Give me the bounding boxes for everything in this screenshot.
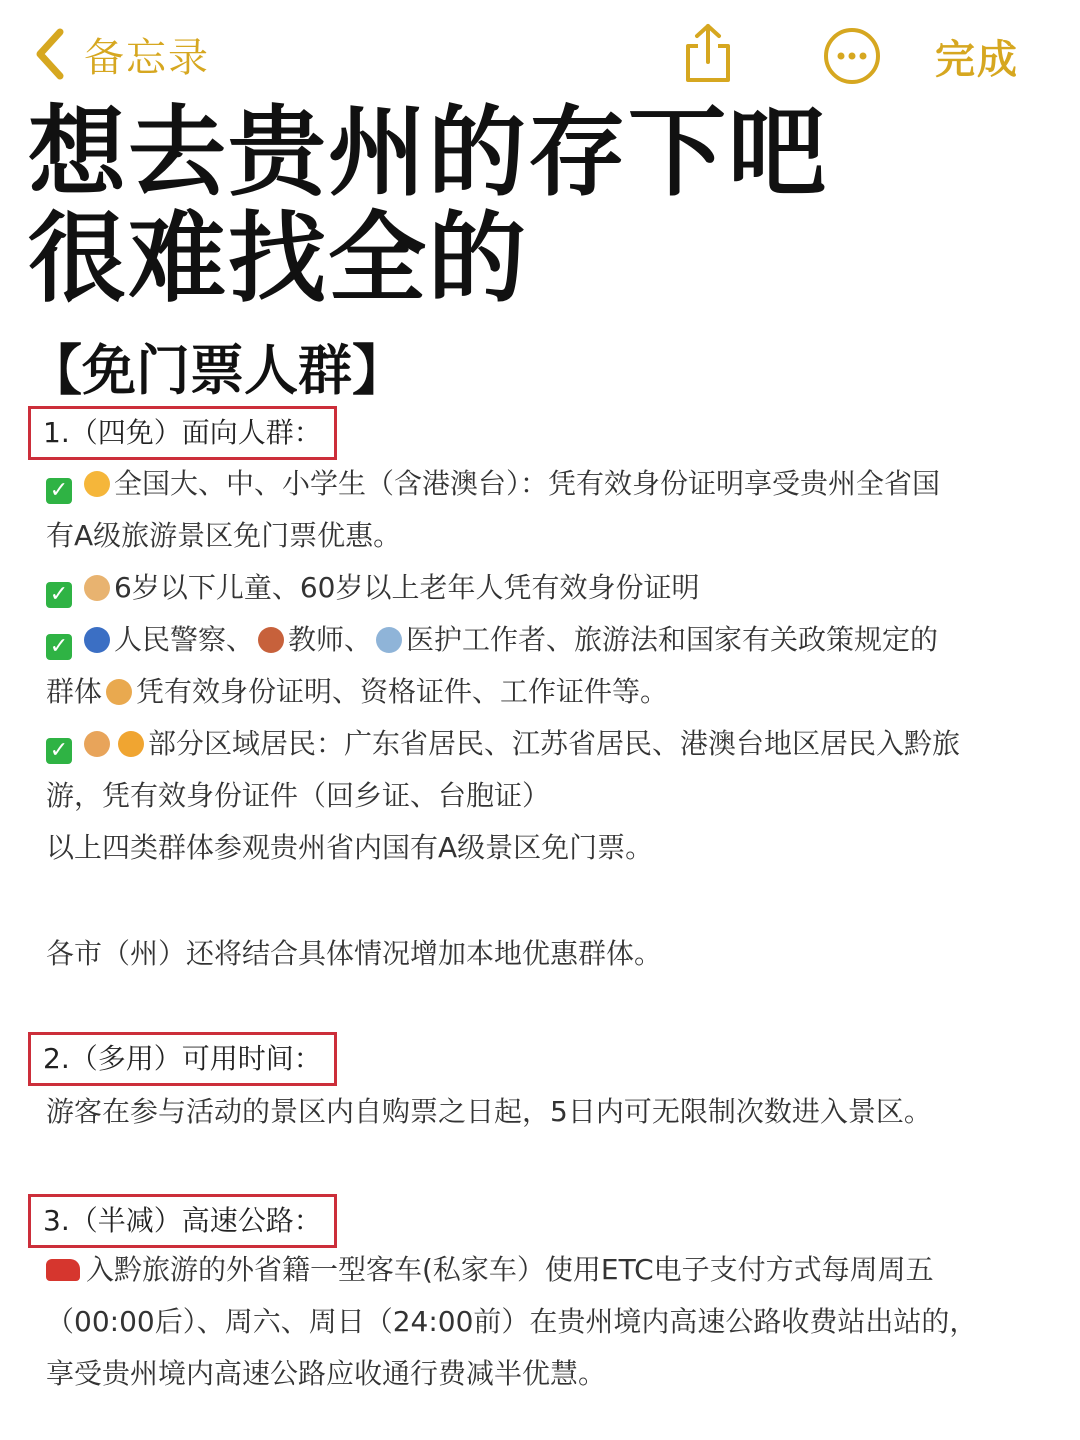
title-line-1: 想去贵州的存下吧 — [28, 96, 829, 210]
part2-heading: 2.（多用）可用时间： — [28, 1032, 337, 1086]
title-line-2: 很难找全的 — [28, 202, 529, 316]
part3-line-1: 入黔旅游的外省籍一型客车(私家车）使用ETC电子支付方式每周周五 — [46, 1250, 934, 1290]
doctor-icon — [376, 627, 402, 653]
section-heading: 【免门票人群】 — [28, 339, 406, 402]
resident-icon — [84, 731, 110, 757]
share-button[interactable] — [680, 22, 736, 86]
part3-line-2: （00:00后）、周六、周日（24:00前）在贵州境内高速公路收费站出站的， — [46, 1305, 978, 1338]
student-icon — [84, 471, 110, 497]
police-icon — [84, 627, 110, 653]
back-label: 备忘录 — [84, 34, 210, 81]
list-item-students: ✓ 全国大、中、小学生（含港澳台）：凭有效身份证明享受贵州全省国 — [46, 464, 940, 504]
list-item-professions: ✓ 人民警察、 教师、 医护工作者、旅游法和国家有关政策规定的 — [46, 620, 938, 660]
check-icon: ✓ — [46, 478, 72, 504]
done-button[interactable]: 完成 — [935, 37, 1019, 83]
chevron-left-icon — [30, 26, 70, 82]
car-icon — [46, 1259, 80, 1281]
more-button[interactable] — [822, 26, 882, 86]
person-icon — [106, 679, 132, 705]
resident-icon — [118, 731, 144, 757]
more-icon — [822, 26, 882, 86]
part1-heading: 1.（四免）面向人群： — [28, 406, 337, 460]
top-bar — [0, 0, 1080, 100]
part2-text: 游客在参与活动的景区内自购票之日起，5日内可无限制次数进入景区。 — [46, 1095, 932, 1128]
list-item-professions-cont: 群体 凭有效身份证明、资格证件、工作证件等。 — [46, 675, 669, 708]
note-text: 各市（州）还将结合具体情况增加本地优惠群体。 — [46, 937, 663, 970]
note-title — [28, 96, 829, 316]
check-icon: ✓ — [46, 582, 72, 608]
check-icon: ✓ — [46, 634, 72, 660]
summary-text: 以上四类群体参观贵州省内国有A级景区免门票。 — [46, 831, 654, 864]
list-item-residents: ✓ 部分区域居民：广东省居民、江苏省居民、港澳台地区居民入黔旅 — [46, 724, 960, 764]
teacher-icon — [258, 627, 284, 653]
share-icon — [680, 22, 736, 86]
list-item-children-elders: ✓ 6岁以下儿童、60岁以上老年人凭有效身份证明 — [46, 568, 699, 608]
list-item-students-cont: 有A级旅游景区免门票优惠。 — [46, 519, 402, 552]
back-button[interactable] — [30, 24, 210, 84]
list-item-residents-cont: 游，凭有效身份证件（回乡证、台胞证） — [46, 779, 551, 812]
elder-icon — [84, 575, 110, 601]
part3-heading: 3.（半减）高速公路： — [28, 1194, 337, 1248]
check-icon: ✓ — [46, 738, 72, 764]
part3-line-3: 享受贵州境内高速公路应收通行费减半优慧。 — [46, 1357, 607, 1390]
